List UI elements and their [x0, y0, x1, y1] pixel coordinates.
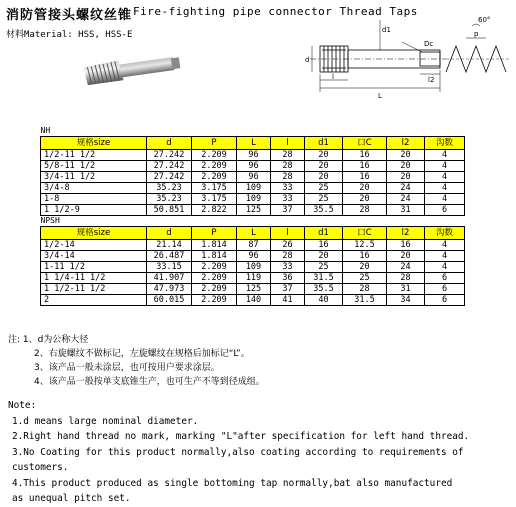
note-cn-4: 4、该产品一般按单支底锥生产，也可生产不等到径成组。 — [34, 377, 265, 387]
size-cell: 2 — [41, 295, 147, 306]
table-cell: 96 — [237, 150, 271, 161]
note-en-3: 3.No Coating for this product normally,also coating according to requirements of — [12, 446, 464, 458]
spec-table — [40, 126, 465, 306]
table-cell: 60.015 — [147, 295, 192, 306]
tap-shank — [348, 50, 440, 68]
table-cell: 33 — [271, 262, 305, 273]
section-label: NPSH — [40, 216, 60, 225]
column-header: d — [147, 137, 192, 150]
table-row — [41, 183, 465, 194]
table-cell: 37 — [271, 284, 305, 295]
table-cell: 36 — [271, 273, 305, 284]
table-cell: 20 — [305, 161, 343, 172]
table-cell: 28 — [343, 205, 387, 216]
column-header: L — [237, 227, 271, 240]
note-en-1: 1.d means large nominal diameter. — [12, 415, 199, 427]
table-cell: 27.242 — [147, 161, 192, 172]
nh-section — [41, 126, 465, 216]
table-cell: 20 — [387, 150, 425, 161]
table-cell: 20 — [305, 150, 343, 161]
table-cell: 125 — [237, 284, 271, 295]
table-cell: 4 — [425, 161, 465, 172]
section-label: NH — [40, 126, 51, 135]
table-cell: 21.14 — [147, 240, 192, 251]
table-cell: 28 — [271, 150, 305, 161]
table-cell: 26 — [271, 240, 305, 251]
note-cn-1: 注: 1、d为公称大径 — [8, 335, 89, 345]
note-cn-2: 2、右旋螺纹不做标记，左旋螺纹在规格后加标记“L”。 — [34, 349, 250, 359]
table-cell: 31 — [387, 205, 425, 216]
page-title-english: Fire-fighting pipe connector Thread Taps — [133, 5, 418, 18]
note-en-4: 4.This product produced as single bottoming tap normally,bat also manufactured — [12, 477, 453, 489]
size-cell: 3/4-11 1/2 — [41, 172, 147, 183]
table-cell: 34 — [387, 295, 425, 306]
table-cell: 20 — [387, 172, 425, 183]
table-cell: 50.851 — [147, 205, 192, 216]
table-cell: 12.5 — [343, 240, 387, 251]
notes-chinese — [8, 333, 265, 389]
table-cell: 109 — [237, 183, 271, 194]
table-cell: 24 — [387, 183, 425, 194]
table-cell: 4 — [425, 150, 465, 161]
table-cell: 119 — [237, 273, 271, 284]
table-cell: 25 — [305, 262, 343, 273]
table-cell: 31 — [387, 284, 425, 295]
notes-english — [8, 398, 512, 507]
table-cell: 2.209 — [192, 284, 237, 295]
table-cell: 20 — [343, 183, 387, 194]
page-title-chinese: 消防管接头螺纹丝锥 — [6, 8, 133, 23]
material-line: 材料Material: HSS, HSS-E — [6, 30, 133, 40]
table-cell: 28 — [343, 284, 387, 295]
table-row — [41, 240, 465, 251]
table-cell: 3.175 — [192, 194, 237, 205]
table-cell: 4 — [425, 251, 465, 262]
size-cell: 1 1/4-11 1/2 — [41, 273, 147, 284]
table-cell: 33 — [271, 194, 305, 205]
size-cell: 1 1/2-9 — [41, 205, 147, 216]
table-cell: 2.209 — [192, 161, 237, 172]
table-row — [41, 273, 465, 284]
table-cell: 2.209 — [192, 295, 237, 306]
table-cell: 35.23 — [147, 183, 192, 194]
note-cn-3: 3、该产品一般未涂层，也可按用户要求涂层。 — [34, 363, 220, 373]
table-row — [41, 251, 465, 262]
table-cell: 4 — [425, 183, 465, 194]
column-header: l2 — [387, 227, 425, 240]
table-cell: 31.5 — [343, 295, 387, 306]
tap-technical-drawing — [284, 12, 512, 104]
column-header: d — [147, 227, 192, 240]
table-cell: 27.242 — [147, 172, 192, 183]
table-cell: 25 — [305, 183, 343, 194]
column-header: d1 — [305, 227, 343, 240]
table-cell: 33.15 — [147, 262, 192, 273]
column-header: l2 — [387, 137, 425, 150]
table-cell: 20 — [387, 161, 425, 172]
pitch-label: p — [474, 30, 479, 38]
column-header: 沟数 — [425, 227, 465, 240]
tap-body — [83, 52, 181, 85]
table-cell: 96 — [237, 251, 271, 262]
size-cell: 3/4-8 — [41, 183, 147, 194]
column-header: L — [237, 137, 271, 150]
table-cell: 2.209 — [192, 273, 237, 284]
column-header: P — [192, 227, 237, 240]
table-cell: 16 — [343, 161, 387, 172]
table-cell: 40 — [305, 295, 343, 306]
size-cell: 1/2-14 — [41, 240, 147, 251]
table-cell: 47.973 — [147, 284, 192, 295]
table-cell: 20 — [343, 262, 387, 273]
table-cell: 1.814 — [192, 251, 237, 262]
table-header-row — [41, 137, 465, 150]
table-header-row — [41, 227, 465, 240]
size-cell: 1-11 1/2 — [41, 262, 147, 273]
table-row — [41, 262, 465, 273]
table-cell: 28 — [271, 172, 305, 183]
table-cell: 4 — [425, 172, 465, 183]
table-cell: 16 — [305, 240, 343, 251]
column-header: 规格size — [41, 137, 147, 150]
tap-photo — [76, 45, 186, 93]
table-row — [41, 295, 465, 306]
npsh-section-label-row — [41, 216, 465, 227]
column-header: 口C — [343, 227, 387, 240]
column-header: 口C — [343, 137, 387, 150]
L-label: L — [378, 92, 382, 100]
table-row — [41, 150, 465, 161]
table-cell: 6 — [425, 273, 465, 284]
table-cell: 96 — [237, 161, 271, 172]
table-cell: 24 — [387, 262, 425, 273]
table-cell: 2.822 — [192, 205, 237, 216]
table-row — [41, 284, 465, 295]
column-header: 规格size — [41, 227, 147, 240]
table-cell: 20 — [305, 172, 343, 183]
size-cell: 3/4-14 — [41, 251, 147, 262]
table-cell: 33 — [271, 183, 305, 194]
table-cell: 16 — [343, 251, 387, 262]
table-cell: 125 — [237, 205, 271, 216]
table-cell: 41.907 — [147, 273, 192, 284]
table-cell: 25 — [305, 194, 343, 205]
table-cell: 2.209 — [192, 172, 237, 183]
table-row — [41, 194, 465, 205]
npsh-section — [41, 216, 465, 306]
table-cell: 6 — [425, 295, 465, 306]
table-cell: 140 — [237, 295, 271, 306]
angle-label: 60° — [478, 16, 491, 24]
table-cell: 35.5 — [305, 205, 343, 216]
table-cell: 4 — [425, 194, 465, 205]
d1-label: d1 — [382, 26, 391, 34]
table-cell: 16 — [343, 172, 387, 183]
table-row — [41, 172, 465, 183]
table-cell: 20 — [387, 251, 425, 262]
table-cell: 109 — [237, 194, 271, 205]
note-en-heading: Note: — [8, 400, 37, 411]
column-header: d1 — [305, 137, 343, 150]
d-label: d — [305, 56, 310, 64]
table-cell: 28 — [271, 251, 305, 262]
table-cell: 20 — [305, 251, 343, 262]
table-cell: 35.5 — [305, 284, 343, 295]
table-cell: 3.175 — [192, 183, 237, 194]
column-header: P — [192, 137, 237, 150]
table-cell: 35.23 — [147, 194, 192, 205]
table-cell: 41 — [271, 295, 305, 306]
table-cell: 20 — [343, 194, 387, 205]
table-cell: 96 — [237, 172, 271, 183]
table-cell: 4 — [425, 240, 465, 251]
table-cell: 26.487 — [147, 251, 192, 262]
table-cell: 37 — [271, 205, 305, 216]
table-cell: 16 — [343, 150, 387, 161]
table-cell: 109 — [237, 262, 271, 273]
table-cell: 27.242 — [147, 150, 192, 161]
note-en-3-cont: customers. — [12, 462, 69, 473]
note-en-4-cont: as unequal pitch set. — [12, 493, 131, 504]
table-cell: 24 — [387, 194, 425, 205]
table-cell: 28 — [271, 161, 305, 172]
table-cell: 2.209 — [192, 150, 237, 161]
table-cell: 4 — [425, 262, 465, 273]
table-row — [41, 205, 465, 216]
size-cell: 1/2-11 1/2 — [41, 150, 147, 161]
table-cell: 28 — [387, 273, 425, 284]
dc-label: Dc — [424, 40, 434, 48]
nh-section-label-row — [41, 126, 465, 137]
size-cell: 1 1/2-11 1/2 — [41, 284, 147, 295]
table-cell: 6 — [425, 284, 465, 295]
table-cell: 1.814 — [192, 240, 237, 251]
column-header: l — [271, 227, 305, 240]
table-cell: 16 — [387, 240, 425, 251]
table-cell: 2.209 — [192, 262, 237, 273]
note-en-2: 2.Right hand thread no mark, marking "L"after specification for left hand thread. — [12, 431, 470, 442]
table-row — [41, 161, 465, 172]
table-cell: 6 — [425, 205, 465, 216]
l2-label: l2 — [428, 76, 435, 84]
table-cell: 87 — [237, 240, 271, 251]
l-label: l — [332, 73, 334, 81]
table-cell: 31.5 — [305, 273, 343, 284]
column-header: 沟数 — [425, 137, 465, 150]
table-cell: 25 — [343, 273, 387, 284]
size-cell: 5/8-11 1/2 — [41, 161, 147, 172]
column-header: l — [271, 137, 305, 150]
size-cell: 1-8 — [41, 194, 147, 205]
